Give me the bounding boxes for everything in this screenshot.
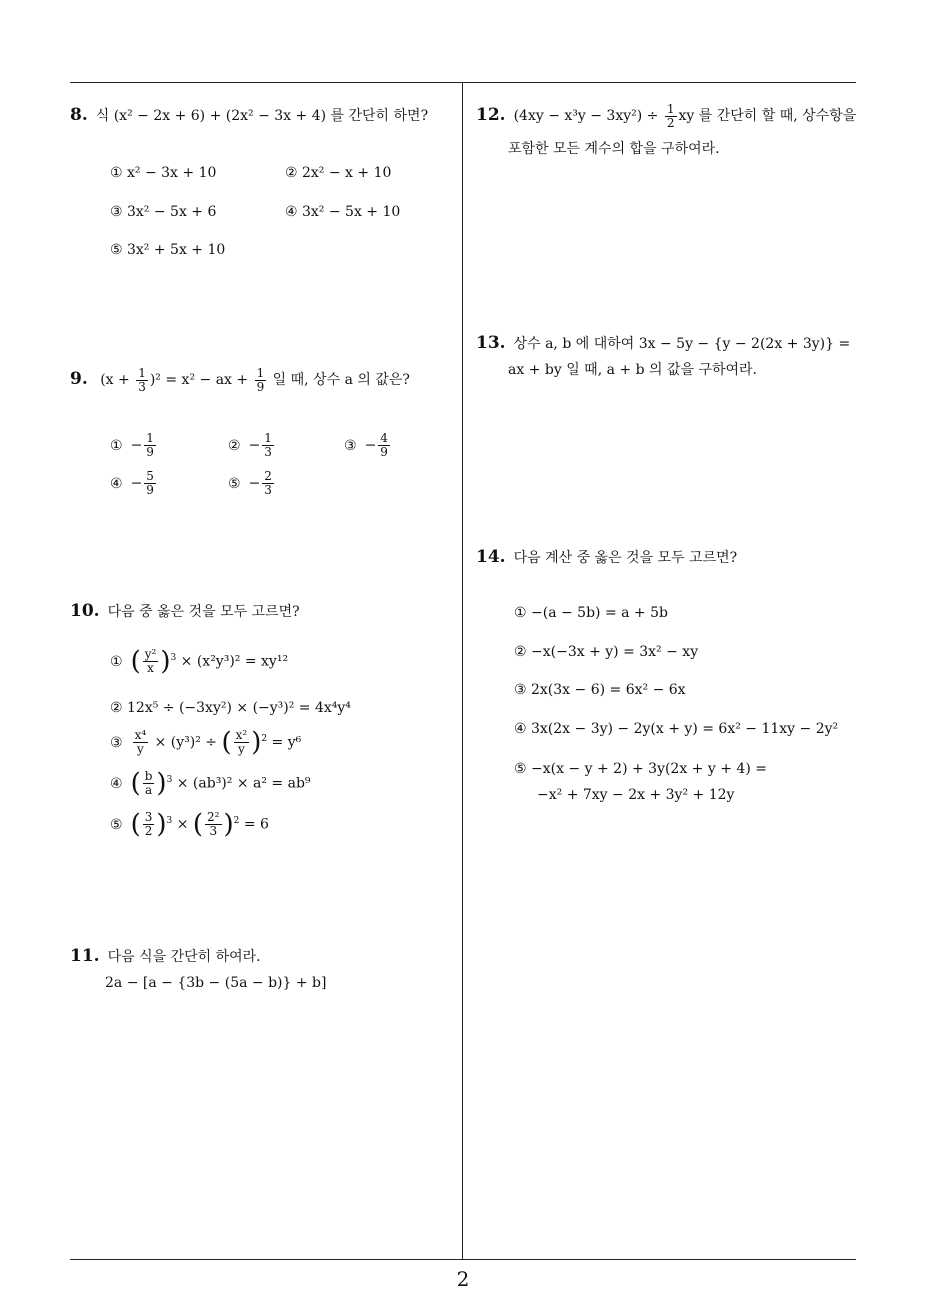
fraction — [378, 432, 390, 459]
top-rule — [70, 82, 856, 83]
paren-close: ) — [223, 809, 234, 840]
option-mark: ⑤ — [228, 475, 241, 492]
fraction — [255, 367, 267, 394]
q8-option-3[interactable]: ③ 3x² − 5x + 6 — [110, 204, 217, 220]
sign: − — [130, 437, 143, 454]
denominator: 9 — [146, 483, 154, 497]
numerator: b — [144, 769, 153, 783]
question-9 — [70, 366, 410, 394]
denominator: 3 — [209, 824, 218, 838]
denominator: 2 — [666, 115, 675, 130]
numerator: 1 — [256, 365, 265, 380]
numerator: 5 — [146, 469, 154, 483]
q10-option-5[interactable] — [110, 811, 269, 838]
option-rest: = 6 — [239, 816, 269, 833]
numerator: 2² — [207, 810, 220, 824]
line2: ax + by 일 때, a + b 의 값을 구하여라. — [508, 362, 758, 378]
fraction — [234, 729, 250, 756]
stem-tail: = x² − ax + — [160, 372, 253, 388]
page-number: 2 — [456, 1267, 470, 1291]
paren-open: ( — [221, 727, 232, 758]
q10-option-1[interactable] — [110, 648, 288, 675]
line1-b: xy 를 간단히 할 때, 상수항을 — [678, 108, 857, 124]
paren-open: ( — [130, 646, 141, 677]
exponent: 3 — [166, 815, 173, 826]
question-number: 8. — [70, 105, 88, 125]
sign: − — [130, 475, 143, 492]
denominator: y — [136, 742, 144, 756]
numerator: x² — [235, 728, 248, 742]
q8-option-5[interactable]: ⑤ 3x² + 5x + 10 — [110, 242, 226, 258]
paren-close: ) — [156, 768, 167, 799]
question-14 — [476, 544, 737, 571]
fraction — [136, 367, 148, 394]
question-10 — [70, 598, 300, 625]
fraction — [665, 103, 677, 130]
fraction — [144, 470, 156, 497]
paren-open: ( — [192, 809, 204, 840]
q8-option-1[interactable]: ① x² − 3x + 10 — [110, 165, 217, 181]
option-mark: ② — [228, 437, 241, 454]
sign: − — [364, 437, 377, 454]
paren-close: ) — [160, 646, 171, 677]
q9-option-2[interactable] — [228, 432, 276, 459]
numerator: 1 — [264, 431, 272, 445]
fraction — [262, 470, 274, 497]
denominator: 3 — [264, 483, 272, 497]
option-rest: × (x²y³)² = xy¹² — [176, 653, 289, 670]
exponent: 3 — [166, 774, 173, 785]
exponent: 2 — [261, 733, 268, 744]
numerator: 1 — [146, 431, 154, 445]
denominator: a — [144, 783, 153, 797]
paren-open: ( — [130, 768, 141, 799]
numerator: 1 — [138, 365, 146, 380]
numerator: 1 — [666, 101, 675, 116]
question-number: 9. — [70, 369, 88, 389]
question-number: 11. — [70, 946, 100, 966]
stem-end: 일 때, 상수 a 의 값은? — [268, 372, 410, 388]
fraction — [143, 770, 155, 797]
paren-close: ) — [251, 727, 262, 758]
q14-option-2[interactable]: ② −x(−3x + y) = 3x² − xy — [514, 644, 699, 660]
question-number: 13. — [476, 333, 506, 353]
denominator: y — [238, 742, 245, 756]
numerator: 2 — [264, 469, 272, 483]
denominator: 3 — [264, 445, 272, 459]
denominator: 3 — [138, 379, 146, 394]
q8-option-4[interactable]: ④ 3x² − 5x + 10 — [285, 204, 401, 220]
numerator: 3 — [144, 810, 153, 824]
q9-option-3[interactable] — [344, 432, 392, 459]
q10-option-2[interactable]: ② 12x⁵ ÷ (−3xy²) × (−y³)² = 4x⁴y⁴ — [110, 700, 351, 716]
q14-option-5[interactable]: ⑤ −x(x − y + 2) + 3y(2x + y + 4) = — [514, 761, 767, 777]
line1: 상수 a, b 에 대하여 3x − 5y − {y − 2(2x + 3y)} = — [513, 336, 851, 352]
denominator: 2 — [144, 824, 153, 838]
bottom-rule — [70, 1259, 856, 1260]
question-stem: 다음 계산 중 옳은 것을 모두 고르면? — [513, 550, 738, 566]
expression: 2a − [a − {3b − (5a − b)} + b] — [105, 975, 327, 991]
option-rest: × (ab³)² × a² = ab⁹ — [172, 775, 311, 792]
question-number: 12. — [476, 105, 506, 125]
question-stem: 다음 식을 간단히 하여라. — [107, 949, 261, 965]
column-divider — [462, 82, 463, 1259]
question-stem: 식 (x² − 2x + 6) + (2x² − 3x + 4) 를 간단히 하면? — [95, 108, 429, 124]
denominator: 9 — [380, 445, 388, 459]
fraction — [144, 432, 156, 459]
q9-option-1[interactable] — [110, 432, 158, 459]
exponent: 3 — [170, 652, 177, 663]
numerator: 4 — [380, 431, 388, 445]
option-middle: × (y³)² ÷ — [150, 734, 222, 751]
fraction — [133, 729, 149, 756]
option-mark: ④ — [110, 475, 123, 492]
fraction — [262, 432, 274, 459]
option-middle: × — [172, 816, 193, 833]
q9-option-5[interactable] — [228, 470, 276, 497]
q14-option-3[interactable]: ③ 2x(3x − 6) = 6x² − 6x — [514, 682, 686, 698]
line1-a: (4xy − x³y − 3xy²) ÷ — [513, 108, 663, 124]
q9-option-4[interactable] — [110, 470, 158, 497]
option-mark: ⑤ — [110, 816, 123, 833]
paren-close: ) — [156, 809, 167, 840]
fraction — [143, 648, 159, 675]
q10-option-3[interactable] — [110, 729, 301, 756]
q10-option-4[interactable] — [110, 770, 311, 797]
sign: − — [248, 437, 261, 454]
question-number: 14. — [476, 547, 506, 567]
denominator: x — [147, 661, 154, 675]
option-mark: ③ — [110, 734, 123, 751]
q8-option-2[interactable]: ② 2x² − x + 10 — [285, 165, 392, 181]
paren-open: ( — [130, 809, 141, 840]
stem-head-2: )² — [149, 372, 161, 388]
numerator: x⁴ — [134, 728, 147, 742]
question-12 — [476, 102, 856, 162]
fraction — [205, 811, 221, 838]
option-mark: ④ — [110, 775, 123, 792]
denominator: 9 — [146, 445, 154, 459]
option-mark: ① — [110, 653, 123, 670]
numerator: y² — [144, 647, 157, 661]
question-stem: 다음 중 옳은 것을 모두 고르면? — [107, 604, 300, 620]
question-13 — [476, 330, 850, 383]
option-mark: ③ — [344, 437, 357, 454]
q14-option-5-continued: −x² + 7xy − 2x + 3y² + 12y — [537, 787, 735, 803]
option-mark: ① — [110, 437, 123, 454]
line2: 포함한 모든 계수의 합을 구하여라. — [508, 140, 720, 157]
question-11 — [70, 943, 326, 996]
stem-head: (x + — [100, 372, 135, 388]
question-8 — [70, 102, 428, 129]
sign: − — [248, 475, 261, 492]
q14-option-4[interactable]: ④ 3x(2x − 3y) − 2y(x + y) = 6x² − 11xy − 2y² — [514, 721, 839, 737]
option-rest: = y⁶ — [267, 734, 302, 751]
fraction — [143, 811, 155, 838]
denominator: 9 — [256, 379, 265, 394]
q14-option-1[interactable]: ① −(a − 5b) = a + 5b — [514, 605, 668, 621]
question-number: 10. — [70, 601, 100, 621]
exponent: 2 — [233, 815, 240, 826]
